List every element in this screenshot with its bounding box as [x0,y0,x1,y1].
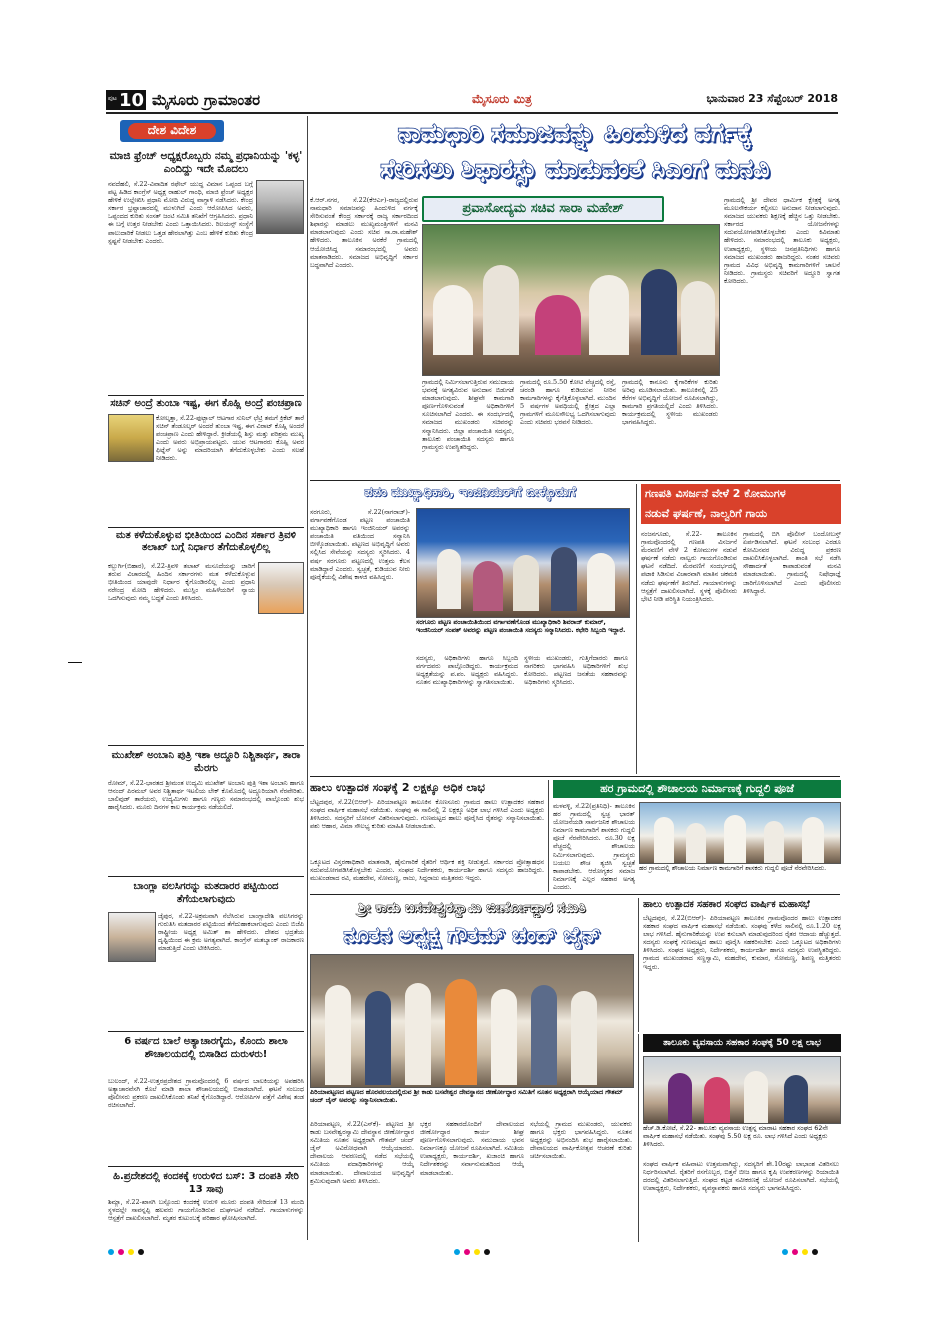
sidebar-story-4-body: ರೋಮ್, ಸೆ.22-ಭಾರತದ ಶ್ರೀಮಂತ ಉದ್ಯಮಿ ಮುಖೇಶ್ ಅಂಬಾನಿ ಪುತ್ರಿ ಇಶಾ ಅಂಬಾನಿ ಹಾಗೂ ಆನಂದ್ ಪಿರಮಲ್ ಅವರ ನಿಶ್ಚಿತಾರ್ಥ ಇಟಲಿಯ ಲೇಕ್ ಕೊಮೊದಲ್ಲಿ ಅದ್ದೂರಿಯಾಗಿ ನೆರವೇರಿತು. ಬಾಲಿವುಡ್ ತಾರೆಯರು, ಉದ್ಯಮಿಗಳು ಹಾಗೂ ಗಣ್ಯರು ಸಮಾರಂಭದಲ್ಲಿ ಪಾಲ್ಗೊಂಡು ಶುಭ ಹಾರೈಸಿದರು. ಮೂರು ದಿನಗಳ ಕಾಲ ಕಾರ್ಯಕ್ರಮ ನಡೆಯಲಿದೆ. [108,779,304,812]
sidebar-story-4 [106,749,304,875]
story-h-photo [643,1056,841,1124]
lead-subhead [422,196,664,222]
registration-dot [484,1249,490,1255]
section-title: ಮೈಸೂರು ಗ್ರಾಮಾಂತರ [152,91,261,109]
lead-story [310,116,840,478]
story-b-col-1: ಸರಗೂರು, ಸೆ.22(ನಾಗರಾಜ್)- ವರ್ಗಾವಣೆಗೊಂಡ ಪಟ್ಟಣ ಪಂಚಾಯಿತಿ ಮುಖ್ಯಾಧಿಕಾರಿ ಹಾಗೂ ಇಂಜಿನಿಯರ್ ಅವರನ್ನು ಪಂಚಾಯಿತಿ ವತಿಯಿಂದ ಸನ್ಮಾನಿಸಿ ಬೀಳ್ಕೊಡಲಾಯಿತು. ಪಟ್ಟಣದ ಅಭಿವೃದ್ಧಿಗೆ ಅವರು ಸಲ್ಲಿಸಿದ ಸೇವೆಯನ್ನು ಸದಸ್ಯರು ಸ್ಮರಿಸಿದರು. 4 ವರ್ಷ ಸರಗೂರು ಪಟ್ಟಣದಲ್ಲಿ ಉತ್ತಮ ಕೆಲಸ ಮಾಡಿದ್ದಾರೆ ಎಂದರು. ಸ್ವಚ್ಛತೆ, ಕುಡಿಯುವ ನೀರು ಪೂರೈಕೆಯಲ್ಲಿ ವಿಶೇಷ ಕಾಳಜಿ ವಹಿಸಿದ್ದರು. [310,508,410,581]
story-c-headline-2: ನಡುವೆ ಘರ್ಷಣೆ, ನಾಲ್ವರಿಗೆ ಗಾಯ [645,507,768,520]
story-h-caption: ಹೆಚ್.ಡಿ.ಕೋಟೆ, ಸೆ.22- ತಾಲೂಕು ವ್ಯವಸಾಯ ಉತ್ಪನ್ನ ಮಾರಾಟ ಸಹಕಾರ ಸಂಘದ 62ನೇ ವಾರ್ಷಿಕ ಮಹಾಸಭೆ ನಡೆಯಿತು. ಸಂಘವು 5.50 ಲಕ್ಷ ರೂ. ಲಾಭ ಗಳಿಸಿದೆ ಎಂದು ಅಧ್ಯಕ್ಷರು ತಿಳಿಸಿದರು. [643,1124,829,1148]
sidebar-story-4-headline: ಮುಖೇಶ್ ಅಂಬಾನಿ ಪುತ್ರಿ ಇಶಾ ಅದ್ದೂರಿ ನಿಶ್ಚಿತಾರ್ಥ, ತಾರಾ ಮೆರಗು [111,750,301,774]
story-g [638,898,841,1032]
lead-event-photo [422,224,720,376]
story-h-headline-bar [643,1034,841,1052]
sidebar-story-2 [106,398,304,526]
story-c-headline [641,484,841,524]
sidebar-story-3 [106,530,304,744]
sidebar-story-3-body: ಕಲ್ಬುರ್ಗಿ(ಬಿಹಾರ), ಸೆ.22-ತ್ರಿವಳಿ ತಲಾಖ್ ಮಸೂದೆಯನ್ನು ಜಾರಿಗೆ ತರುವ ವಿಚಾರದಲ್ಲಿ ಹಿಂದಿನ ಸರ್ಕಾರಗಳು ಮತ ಕಳೆದುಕೊಳ್ಳುವ ಭೀತಿಯಿಂದ ಯಾವುದೇ ನಿರ್ಧಾರ ಕೈಗೊಂಡಿರಲಿಲ್ಲ ಎಂದು ಪ್ರಧಾನಿ ನರೇಂದ್ರ ಮೋದಿ ಹೇಳಿದರು. ಮುಸ್ಲಿಂ ಮಹಿಳೆಯರಿಗೆ ನ್ಯಾಯ ಒದಗಿಸುವುದು ನಮ್ಮ ಬದ್ಧತೆ ಎಂದು ತಿಳಿಸಿದರು. [108,562,255,603]
registration-marks-center [454,1248,514,1256]
registration-dot [454,1249,460,1255]
story-e-headline: ಹರ ಗ್ರಾಮದಲ್ಲಿ ಶೌಚಾಲಯ ನಿರ್ಮಾಣಕ್ಕೆ ಗುದ್ದಲಿ ಪೂಜೆ [600,782,794,795]
story-h-headline: ತಾಲೂಕು ವ್ಯವಸಾಯ ಸಹಕಾರ ಸಂಘಕ್ಕೆ 50 ಲಕ್ಷ ಲಾಭ [663,1038,821,1048]
registration-dot [812,1249,818,1255]
lead-subhead-text: ಪ್ರವಾಸೋದ್ಯಮ ಸಚಿವ ಸಾರಾ ಮಹೇಶ್ [462,201,624,216]
sidebar-story-7-headline: ಹಿ.ಪ್ರದೇಶದಲ್ಲಿ ಕಂದಕಕ್ಕೆ ಉರುಳಿದ ಬಸ್: 3 ದಂಪತಿ ಸೇರಿ 13 ಸಾವು [113,1171,299,1195]
story-h-body: ಸಂಘದ ವಾರ್ಷಿಕ ವಹಿವಾಟು ಉತ್ತಮವಾಗಿದ್ದು, ಸದಸ್ಯರಿಗೆ ಶೇ.10ರಷ್ಟು ಲಾಭಾಂಶ ವಿತರಿಸಲು ನಿರ್ಧರಿಸಲಾಗಿದೆ. ರೈತರಿಗೆ ರಸಗೊಬ್ಬರ, ಬಿತ್ತನೆ ಬೀಜ ಹಾಗೂ ಕೃಷಿ ಉಪಕರಣಗಳನ್ನು ರಿಯಾಯಿತಿ ದರದಲ್ಲಿ ವಿತರಿಸಲಾಗುತ್ತಿದೆ. ಸಂಘದ ಕಟ್ಟಡ ನವೀಕರಣಕ್ಕೆ ಯೋಜನೆ ರೂಪಿಸಲಾಗಿದೆ. ಸಭೆಯಲ್ಲಿ ಉಪಾಧ್ಯಕ್ಷರು, ನಿರ್ದೇಶಕರು, ವ್ಯವಸ್ಥಾಪಕರು ಹಾಗೂ ಸದಸ್ಯರು ಭಾಗವಹಿಸಿದ್ದರು. [643,1160,839,1193]
story-d [310,780,544,892]
sidebar-story-2-headline: ಸಚಿನ್ ಅಂದ್ರೆ ತುಂಬಾ ಇಷ್ಟ, ಈಗ ಕೊಹ್ಲಿ ಅಂದ್ರೆ ಪಂಚಪ್ರಾಣ [110,398,302,409]
chhetri-portrait-photo [108,414,154,462]
story-f-caption: ಪಿರಿಯಾಪಟ್ಟಣದ ಪಟ್ಟಣದ ಹೊರವಲಯದಲ್ಲಿರುವ ಶ್ರೀ ಕಾಡು ಬಸವೇಶ್ವರ ದೇವಸ್ಥಾನದ ಜೀರ್ಣೋದ್ಧಾರ ಸಮಿತಿಗೆ ನೂತನ ಅಧ್ಯಕ್ಷರಾಗಿ ಆಯ್ಕೆಯಾದ ಗೌತಮ್ ಚಂದ್ ಜೈನ್ ಅವರನ್ನು ಸನ್ಮಾನಿಸಲಾಯಿತು. [310,1088,623,1104]
story-e-col-1: ಮಳವಳ್ಳಿ, ಸೆ.22(ಪ್ರತಿನಿಧಿ)- ತಾಲೂಕಿನ ಹರ ಗ್ರಾಮದಲ್ಲಿ ಸ್ವಚ್ಛ ಭಾರತ್ ಯೋಜನೆಯಡಿ ಸಾರ್ವಜನಿಕ ಶೌಚಾಲಯ ನಿರ್ಮಾಣ ಕಾಮಗಾರಿಗೆ ಶಾಸಕರು ಗುದ್ದಲಿ ಪೂಜೆ ನೆರವೇರಿಸಿದರು. ರೂ.30 ಲಕ್ಷ ವೆಚ್ಚದಲ್ಲಿ ಶೌಚಾಲಯ ನಿರ್ಮಿಸಲಾಗುವುದು. ಗ್ರಾಮಸ್ಥರು ಬಯಲು ಶೌಚ ತ್ಯಜಿಸಿ ಸ್ವಚ್ಛತೆ ಕಾಪಾಡಬೇಕು. ಆರೋಗ್ಯಕರ ಸಮಾಜ ನಿರ್ಮಾಣಕ್ಕೆ ಎಲ್ಲರ ಸಹಕಾರ ಅಗತ್ಯ ಎಂದರು. [553,802,635,891]
sidebar-story-7-body: ಶಿಮ್ಲಾ, ಸೆ.22-ಖಾಸಗಿ ಬಸ್ಸೊಂದು ಕಂದಕಕ್ಕೆ ಉರುಳಿ ಮೂರು ದಂಪತಿ ಸೇರಿದಂತೆ 13 ಮಂದಿ ಸ್ಥಳದಲ್ಲೇ ಸಾವನ್ನಪ್ಪಿ ಹಲವರು ಗಾಯಗೊಂಡಿರುವ ದುರ್ಘಟನೆ ನಡೆದಿದೆ. ಗಾಯಾಳುಗಳನ್ನು ಆಸ್ಪತ್ರೆಗೆ ದಾಖಲಿಸಲಾಗಿದೆ. ಮೃತರ ಕುಟುಂಬಕ್ಕೆ ಪರಿಹಾರ ಘೋಷಿಸಲಾಗಿದೆ. [108,1198,304,1223]
sidebar-story-5-body: ಜೈಪುರ, ಸೆ.22-ಅಕ್ರಮವಾಗಿ ನೆಲೆಸಿರುವ ಬಾಂಗ್ಲಾದೇಶಿ ವಲಸಿಗರನ್ನು ಗುರುತಿಸಿ ಮತದಾರರ ಪಟ್ಟಿಯಿಂದ ತೆಗೆದುಹಾಕಲಾಗುವುದು ಎಂದು ಬಿಜೆಪಿ ರಾಷ್ಟ್ರೀಯ ಅಧ್ಯಕ್ಷ ಅಮಿತ್ ಶಾ ಹೇಳಿದರು. ದೇಶದ ಭದ್ರತೆಯ ದೃಷ್ಟಿಯಿಂದ ಈ ಕ್ರಮ ಅಗತ್ಯವಾಗಿದೆ. ಕಾಂಗ್ರೆಸ್ ಮತಬ್ಯಾಂಕ್ ರಾಜಕಾರಣ ಮಾಡುತ್ತಿದೆ ಎಂದು ಟೀಕಿಸಿದರು. [158,912,304,953]
sidebar-story-6-headline: 6 ವರ್ಷದ ಬಾಲೆ ಅತ್ಯಾಚಾರಗೈದು, ಕೊಂದು ಶಾಲಾ ಶೌಚಾಲಯದಲ್ಲಿ ಬಿಸಾಡಿದ ದುರುಳರು! [124,1036,288,1060]
lead-col-2: ಗ್ರಾಮದಲ್ಲಿ ನಿರ್ಮಿಸಲಾಗುತ್ತಿರುವ ಸಮುದಾಯ ಭವನಕ್ಕೆ ಅಗತ್ಯವಿರುವ ಅನುದಾನ ಬಿಡುಗಡೆ ಮಾಡಲಾಗುವುದು. ಶೀಘ್ರವೇ ಕಾಮಗಾರಿ ಪೂರ್ಣಗೊಳಿಸುವಂತೆ ಅಧಿಕಾರಿಗಳಿಗೆ ಸೂಚಿಸಲಾಗಿದೆ ಎಂದರು. ಈ ಸಂದರ್ಭದಲ್ಲಿ ಸಮಾಜದ ಮುಖಂಡರು ಸಚಿವರನ್ನು ಸನ್ಮಾನಿಸಿದರು. ಜಿಲ್ಲಾ ಪಂಚಾಯಿತಿ ಸದಸ್ಯರು, ತಾಲೂಕು ಪಂಚಾಯಿತಿ ಸದಸ್ಯರು ಹಾಗೂ ಗ್ರಾಮಸ್ಥರು ಉಪಸ್ಥಿತರಿದ್ದರು. [422,378,514,451]
story-f-headline-2: ನೂತನ ಅಧ್ಯಕ್ಷ ಗೌತಮ್ ಚಂದ್ ಜೈನ್ [343,923,601,947]
margin-tick [68,662,82,663]
sidebar-story-1-headline: ಮಾಜಿ ಫ್ರೆಂಚ್ ಅಧ್ಯಕ್ಷರೊಬ್ಬರು ನಮ್ಮ ಪ್ರಧಾನಿಯನ್ನು 'ಕಳ್ಳ' ಎಂದಿದ್ದು ಇದೇ ಮೊದಲು [109,150,303,175]
lead-col-4: ಗ್ರಾಮದಲ್ಲಿ ಕಾನೂನು ಕೈಗಾರಿಕೆಗಳ ಕುರಿತು ಅರಿವು ಮೂಡಿಸಲಾಯಿತು. ತಾಲೂಕಿನಲ್ಲಿ 25 ಕೆರೆಗಳ ಅಭಿವೃದ್ಧಿಗೆ ಯೋಜನೆ ರೂಪಿಸಲಾಗಿದ್ದು, ಕಾಮಗಾರಿ ಪ್ರಗತಿಯಲ್ಲಿದೆ ಎಂದು ತಿಳಿಸಿದರು. ಕಾರ್ಯಕ್ರಮದಲ್ಲಿ ಸ್ಥಳೀಯ ಮುಖಂಡರು ಭಾಗವಹಿಸಿದ್ದರು. [622,378,718,427]
story-e-photo [639,802,841,864]
story-b-photo [416,508,630,618]
story-b-photo-caption: ಸರಗೂರು ಪಟ್ಟಣ ಪಂಚಾಯಿತಿಯಿಂದ ವರ್ಗಾವಣೆಗೊಂಡ ಮುಖ್ಯಾಧಿಕಾರಿ ಶಿವರಾಜ್ ಕುಮಾರ್, ಇಂಜಿನಿಯರ್ ಸಂಪತ್ ಅವರನ್ನು ಪಟ್ಟಣ ಪಂಚಾಯಿತಿ ಸದಸ್ಯರು ಸನ್ಮಾನಿಸಿದರು. ಕಛೇರಿ ಸಿಬ್ಬಂದಿ ಇದ್ದಾರೆ. [416,618,626,634]
registration-marks-left [108,1248,168,1256]
lead-right-col: ಗ್ರಾಮದಲ್ಲಿ ಶ್ರೀ ದೇವರ ಧಾರ್ಮಿಕ ಕ್ಷೇತ್ರಕ್ಕೆ ಅಗತ್ಯ ಮೂಲಸೌಕರ್ಯ ಕಲ್ಪಿಸಲು ಅನುದಾನ ನೀಡಲಾಗುವುದು. ಸಮಾಜದ ಯುವಕರು ಶಿಕ್ಷಣಕ್ಕೆ ಹೆಚ್ಚಿನ ಒತ್ತು ನೀಡಬೇಕು. ಸರ್ಕಾರದ ಯೋಜನೆಗಳನ್ನು ಸದುಪಯೋಗಪಡಿಸಿಕೊಳ್ಳಬೇಕು ಎಂದು ಕಿವಿಮಾತು ಹೇಳಿದರು. ಸಮಾರಂಭದಲ್ಲಿ ತಾಲೂಕು ಅಧ್ಯಕ್ಷರು, ಉಪಾಧ್ಯಕ್ಷರು, ಸ್ಥಳೀಯ ಜನಪ್ರತಿನಿಧಿಗಳು ಹಾಗೂ ಸಮಾಜದ ಮುಖಂಡರು ಹಾಜರಿದ್ದರು. ನಂತರ ಸಚಿವರು ಗ್ರಾಮದ ವಿವಿಧ ಅಭಿವೃದ್ಧಿ ಕಾಮಗಾರಿಗಳಿಗೆ ಚಾಲನೆ ನೀಡಿದರು. ಗ್ರಾಮಸ್ಥರು ಸಚಿವರಿಗೆ ಅದ್ದೂರಿ ಸ್ವಾಗತ ಕೋರಿದರು. [724,196,840,285]
sidebar-story-6-body: ಬುಲಂದ್, ಸೆ.22-ಉತ್ತರಪ್ರದೇಶದ ಗ್ರಾಮವೊಂದರಲ್ಲಿ 6 ವರ್ಷದ ಬಾಲಕಿಯನ್ನು ಅಪಹರಿಸಿ ಅತ್ಯಾಚಾರವೆಸಗಿ ಕೊಲೆ ಮಾಡಿ ಶಾಲಾ ಶೌಚಾಲಯದಲ್ಲಿ ಬಿಸಾಡಲಾಗಿದೆ. ಘಟನೆ ಸಂಬಂಧ ಪೊಲೀಸರು ಪ್ರಕರಣ ದಾಖಲಿಸಿಕೊಂಡು ತನಿಖೆ ಕೈಗೊಂಡಿದ್ದಾರೆ. ಆರೋಪಿಗಳ ಪತ್ತೆಗೆ ವಿಶೇಷ ತಂಡ ರಚಿಸಲಾಗಿದೆ. [108,1077,304,1110]
registration-dot [464,1249,470,1255]
story-b-col-2: ಸದಸ್ಯರು, ಅಧಿಕಾರಿಗಳು ಹಾಗೂ ಸಿಬ್ಬಂದಿ ವರ್ಗದವರು ಪಾಲ್ಗೊಂಡಿದ್ದರು. ಕಾರ್ಯಕ್ರಮದ ಅಧ್ಯಕ್ಷತೆಯನ್ನು ಪ.ಪಂ. ಅಧ್ಯಕ್ಷರು ವಹಿಸಿದ್ದರು. ನೂತನ ಮುಖ್ಯಾಧಿಕಾರಿಗಳನ್ನು ಸ್ವಾಗತಿಸಲಾಯಿತು. [416,654,518,687]
story-e [548,780,841,892]
story-b-col-3: ಸ್ಥಳೀಯ ಮುಖಂಡರು, ಗುತ್ತಿಗೆದಾರರು ಹಾಗೂ ನಾಗರಿಕರು ಭಾಗವಹಿಸಿ ಅಧಿಕಾರಿಗಳಿಗೆ ಶುಭ ಕೋರಿದರು. ಪಟ್ಟಣದ ಜನತೆಯ ಸಹಕಾರವನ್ನು ಅಧಿಕಾರಿಗಳು ಸ್ಮರಿಸಿದರು. [524,654,628,687]
sidebar-story-7 [106,1170,304,1240]
story-e-caption: ಹರ ಗ್ರಾಮದಲ್ಲಿ ಶೌಚಾಲಯ ನಿರ್ಮಾಣ ಕಾಮಗಾರಿಗೆ ಶಾಸಕರು ಗುದ್ದಲಿ ಪೂಜೆ ನೆರವೇರಿಸಿದರು. [639,864,827,872]
registration-dot [802,1249,808,1255]
story-f-headline-1: ಶ್ರೀ ಕಾಡು ಬಸವೇಶ್ವರಸ್ವಾಮಿ ಜೀರ್ಣೋದ್ಧಾರ ಸಮಿತಿ [358,900,586,916]
story-g-headline: ಹಾಲು ಉತ್ಪಾದಕ ಸಹಕಾರ ಸಂಘದ ವಾರ್ಷಿಕ ಮಹಾಸಭೆ [643,899,810,910]
sidebar-story-6 [106,1035,304,1165]
sidebar-banner [120,120,224,142]
sidebar-story-5-headline: ಬಾಂಗ್ಲಾ ವಲಸಿಗರನ್ನು ಮತದಾರರ ಪಟ್ಟಿಯಿಂದ ತೆಗೆಯಲಾಗುವುದು [133,881,279,905]
story-c-headline-1: ಗಣಪತಿ ವಿಸರ್ಜನೆ ವೇಳೆ 2 ಕೋಮುಗಳ [645,487,786,500]
story-b [310,484,630,774]
story-f-col-2: ಭಕ್ತರ ಸಹಕಾರದೊಂದಿಗೆ ದೇವಾಲಯದ ಜೀರ್ಣೋದ್ಧಾರ ಕಾರ್ಯ ಶೀಘ್ರ ಪೂರ್ಣಗೊಳಿಸಲಾಗುವುದು. ಸಮುದಾಯ ಭವನ ನಿರ್ಮಾಣಕ್ಕೂ ಯೋಜನೆ ರೂಪಿಸಲಾಗಿದೆ. ಸಮಿತಿಯ ಉಪಾಧ್ಯಕ್ಷರು, ಕಾರ್ಯದರ್ಶಿ, ಖಜಾಂಚಿ ಹಾಗೂ ನಿರ್ದೇಶಕರನ್ನು ಸರ್ವಾನುಮತದಿಂದ ಆಯ್ಕೆ ಮಾಡಲಾಯಿತು. [420,1120,524,1177]
story-f-photo [310,954,634,1088]
story-f-col-3: ಸಭೆಯಲ್ಲಿ ಗ್ರಾಮದ ಮುಖಂಡರು, ಯುವಕರು ಹಾಗೂ ಭಕ್ತರು ಭಾಗವಹಿಸಿದ್ದರು. ನೂತನ ಅಧ್ಯಕ್ಷರನ್ನು ಅಭಿನಂದಿಸಿ ಶುಭ ಹಾರೈಸಲಾಯಿತು. ದೇವಾಲಯದ ವಾರ್ಷಿಕೋತ್ಸವ ಆಚರಣೆ ಕುರಿತು ಚರ್ಚಿಸಲಾಯಿತು. [530,1120,632,1161]
masthead-rule [106,112,838,114]
lead-col-3: ಗ್ರಾಮದಲ್ಲಿ ರೂ.5.50 ಕೋಟಿ ವೆಚ್ಚದಲ್ಲಿ ರಸ್ತೆ, ಚರಂಡಿ ಹಾಗೂ ಕುಡಿಯುವ ನೀರಿನ ಕಾಮಗಾರಿಗಳನ್ನು ಕೈಗೆತ್ತಿಕೊಳ್ಳಲಾಗಿದೆ. ಮುಂದಿನ 5 ವರ್ಷಗಳ ಅವಧಿಯಲ್ಲಿ ಕ್ಷೇತ್ರದ ಎಲ್ಲಾ ಗ್ರಾಮಗಳಿಗೆ ಮೂಲಸೌಲಭ್ಯ ಒದಗಿಸಲಾಗುವುದು ಎಂದು ಸಚಿವರು ಭರವಸೆ ನೀಡಿದರು. [520,378,616,427]
page-label: ಪುಟ [108,95,117,102]
lead-col-1: ಕೆ.ಆರ್.ನಗರ, ಸೆ.22(ಕೆಆರ್ಎ)-ರಾಜ್ಯದಲ್ಲಿರುವ ನಾಮಧಾರಿ ಸಮಾಜವನ್ನು ಹಿಂದುಳಿದ ವರ್ಗಕ್ಕೆ ಸೇರಿಸುವಂತೆ ಕೇಂದ್ರ ಸರ್ಕಾರಕ್ಕೆ ರಾಜ್ಯ ಸರ್ಕಾರದಿಂದ ಶಿಫಾರಸ್ಸು ಮಾಡಲು ಮುಖ್ಯಮಂತ್ರಿಗಳಿಗೆ ಮನವಿ ಮಾಡಲಾಗುವುದು ಎಂದು ಸಚಿವ ಸಾ.ರಾ.ಮಹೇಶ್ ಹೇಳಿದರು. ತಾಲೂಕಿನ ಅರಕೆರೆ ಗ್ರಾಮದಲ್ಲಿ ಆಯೋಜಿಸಿದ್ದ ಸಮಾರಂಭದಲ್ಲಿ ಅವರು ಮಾತನಾಡಿದರು. ಸಮಾಜದ ಅಭಿವೃದ್ಧಿಗೆ ಸರ್ಕಾರ ಬದ್ಧವಾಗಿದೆ ಎಂದರು. [310,196,418,269]
sidebar-story-1 [106,150,304,394]
sidebar-story-3-headline: ಮತ ಕಳೆದುಕೊಳ್ಳುವ ಭೀತಿಯಿಂದ ಎಂದಿನ ಸರ್ಕಾರ ತ್ರಿವಳಿ ತಲಾಖ್ ಬಗ್ಗೆ ನಿರ್ಧಾರ ತೆಗೆದುಕೊಳ್ಳಲಿಲ್ಲ [116,530,296,553]
story-b-headline: ಪಪಂ ಮುಖ್ಯಾಧಿಕಾರಿ, ಇಂಜಿನಿಯರ್‌ಗೆ ಬೀಳ್ಕೊಡುಗೆ [364,485,576,500]
story-g-body: ಬೆಟ್ಟದಪುರ, ಸೆ.22(ಬಿಆರ್)- ಪಿರಿಯಾಪಟ್ಟಣ ತಾಲೂಕಿನ ಗ್ರಾಮವೊಂದರ ಹಾಲು ಉತ್ಪಾದಕರ ಸಹಕಾರ ಸಂಘದ ವಾರ್ಷಿಕ ಮಹಾಸಭೆ ನಡೆಯಿತು. ಸಂಘವು ಕಳೆದ ಸಾಲಿನಲ್ಲಿ ರೂ.1.20 ಲಕ್ಷ ಲಾಭ ಗಳಿಸಿದೆ. ಹೈನುಗಾರಿಕೆಯನ್ನು ಉಪ ಕಸುಬಾಗಿ ಮಾಡುವುದರಿಂದ ರೈತರ ಆದಾಯ ಹೆಚ್ಚುತ್ತದೆ. ಸದಸ್ಯರು ಸಂಘಕ್ಕೆ ಗುಣಮಟ್ಟದ ಹಾಲು ಪೂರೈಸಿ ಸಹಕರಿಸಬೇಕು ಎಂದು ಒಕ್ಕೂಟದ ಅಧಿಕಾರಿಗಳು ತಿಳಿಸಿದರು. ಸಂಘದ ಅಧ್ಯಕ್ಷರು, ನಿರ್ದೇಶಕರು, ಕಾರ್ಯದರ್ಶಿ ಹಾಗೂ ಸದಸ್ಯರು ಉಪಸ್ಥಿತರಿದ್ದರು. ಗ್ರಾಮದ ಮುಖಂಡರಾದ ಸಣ್ಣಸ್ವಾಮಿ, ಮಹದೇವ, ಕುಮಾರ, ಸೋಮಣ್ಣ, ಶಿವಣ್ಣ ಮತ್ತಿತರರು ಇದ್ದರು. [643,914,841,971]
registration-dot [792,1249,798,1255]
page-number-box [106,90,146,110]
rahul-portrait-photo [256,180,304,234]
story-h [638,1034,841,1242]
registration-dot [474,1249,480,1255]
story-f [310,898,634,1242]
story-c [636,484,841,774]
registration-marks-right [782,1248,842,1256]
page-number: 10 [119,90,145,111]
paper-name: ಮೈಸೂರು ಮಿತ್ರ [472,92,532,106]
story-c-col-2: ಗ್ರಾಮದಲ್ಲಿ ಬಿಗಿ ಪೊಲೀಸ್ ಬಂದೋಬಸ್ತ್ ಏರ್ಪಡಿಸಲಾಗಿದೆ. ಘಟನೆ ಸಂಬಂಧ ಎರಡೂ ಕೋಮಿನವರ ವಿರುದ್ಧ ಪ್ರಕರಣ ದಾಖಲಿಸಿಕೊಳ್ಳಲಾಗಿದೆ. ಶಾಂತಿ ಸಭೆ ನಡೆಸಿ ಸೌಹಾರ್ದತೆ ಕಾಪಾಡುವಂತೆ ಮನವಿ ಮಾಡಲಾಯಿತು. ಗ್ರಾಮದಲ್ಲಿ ನಿಷೇಧಾಜ್ಞೆ ಜಾರಿಗೊಳಿಸಲಾಗಿದೆ ಎಂದು ಪೊಲೀಸರು ತಿಳಿಸಿದ್ದಾರೆ. [743,530,841,595]
modi-portrait-photo [258,562,304,614]
sidebar-column [106,116,308,1240]
registration-dot [128,1249,134,1255]
sidebar-story-1-body: ನವದೆಹಲಿ, ಸೆ.22-ವಿವಾದಿತ ರಫೇಲ್ ಯುದ್ಧ ವಿಮಾನ ಒಪ್ಪಂದ ಬಗ್ಗೆ ಪಟ್ಟ ಹಿಡಿದ ಕಾಂಗ್ರೆಸ್ ಅಧ್ಯಕ್ಷ ರಾಹುಲ್ ಗಾಂಧಿ, ಮಾಜಿ ಫ್ರೆಂಚ್ ಅಧ್ಯಕ್ಷರ ಹೇಳಿಕೆ ಉಲ್ಲೇಖಿಸಿ ಪ್ರಧಾನಿ ಮೋದಿ ವಿರುದ್ಧ ವಾಗ್ದಾಳಿ ನಡೆಸಿದರು. ಕೇಂದ್ರ ಸರ್ಕಾರ ಭ್ರಷ್ಟಾಚಾರದಲ್ಲಿ ಮುಳುಗಿದೆ ಎಂದು ಆರೋಪಿಸಿದ ಅವರು, ಒಪ್ಪಂದದ ಕುರಿತು ಸಂಸತ್ ಜಂಟಿ ಸಮಿತಿ ತನಿಖೆಗೆ ಆಗ್ರಹಿಸಿದರು. ಪ್ರಧಾನಿ ಈ ಬಗ್ಗೆ ಉತ್ತರ ನೀಡಬೇಕು ಎಂದು ಒತ್ತಾಯಿಸಿದರು. ರಿಲಯನ್ಸ್ ಸಂಸ್ಥೆಗೆ ಪಾಲುದಾರಿಕೆ ನೀಡಲು ಒತ್ತಡ ಹೇರಲಾಗಿತ್ತು ಎಂಬ ಹೇಳಿಕೆ ಕುರಿತು ಕೇಂದ್ರ ಸ್ಪಷ್ಟನೆ ನೀಡಬೇಕು ಎಂದರು. [108,180,253,245]
registration-dot [118,1249,124,1255]
sidebar-story-5 [106,880,304,1030]
story-d-col-2: ಒಕ್ಕೂಟದ ವಿಸ್ತರಣಾಧಿಕಾರಿ ಮಾತನಾಡಿ, ಹೈನುಗಾರಿಕೆ ರೈತರಿಗೆ ಆರ್ಥಿಕ ಶಕ್ತಿ ನೀಡುತ್ತದೆ. ಸರ್ಕಾರದ ಪ್ರೋತ್ಸಾಹಧನ ಸದುಪಯೋಗಪಡಿಸಿಕೊಳ್ಳಬೇಕು ಎಂದರು. ಸಂಘದ ನಿರ್ದೇಶಕರು, ಕಾರ್ಯದರ್ಶಿ ಹಾಗೂ ಸದಸ್ಯರು ಹಾಜರಿದ್ದರು. ಮುಖಂಡರಾದ ರವಿ, ಮಹದೇವ, ಸೋಮಣ್ಣ, ರಾಜು, ಸಿದ್ದರಾಜು ಮತ್ತಿತರರು ಇದ್ದರು. [310,858,544,883]
lead-headline-line1: ನಾಮಧಾರಿ ಸಮಾಜವನ್ನು ಹಿಂದುಳಿದ ವರ್ಗಕ್ಕೆ [397,118,752,147]
registration-dot [108,1249,114,1255]
story-c-col-1: ನಂಜನಗೂಡು, ಸೆ.22- ತಾಲೂಕಿನ ಗ್ರಾಮವೊಂದರಲ್ಲಿ ಗಣಪತಿ ವಿಸರ್ಜನೆ ಮೆರವಣಿಗೆ ವೇಳೆ 2 ಕೋಮುಗಳ ನಡುವೆ ಘರ್ಷಣೆ ನಡೆದು ನಾಲ್ವರು ಗಾಯಗೊಂಡಿರುವ ಘಟನೆ ನಡೆದಿದೆ. ಮೆರವಣಿಗೆ ಸಂದರ್ಭದಲ್ಲಿ ಪಟಾಕಿ ಸಿಡಿಸುವ ವಿಚಾರವಾಗಿ ಮಾತಿನ ಚಕಮಕಿ ನಡೆದು ಘರ್ಷಣೆಗೆ ತಿರುಗಿದೆ. ಗಾಯಾಳುಗಳನ್ನು ಆಸ್ಪತ್ರೆಗೆ ದಾಖಲಿಸಲಾಗಿದೆ. ಸ್ಥಳಕ್ಕೆ ಪೊಲೀಸರು ಭೇಟಿ ನೀಡಿ ಪರಿಸ್ಥಿತಿ ನಿಯಂತ್ರಿಸಿದರು. [641,530,737,603]
sidebar-story-2-body: ಕೋಲ್ಕತ್ತಾ, ಸೆ.22-ಫುಟ್ಬಾಲ್ ಆಟಗಾರ ಸುನಿಲ್ ಛೆಟ್ರಿ ತಮಗೆ ಕ್ರಿಕೆಟ್ ತಾರೆ ಸಚಿನ್ ತೆಂಡೂಲ್ಕರ್ ಅಂದರೆ ತುಂಬಾ ಇಷ್ಟ, ಈಗ ವಿರಾಟ್ ಕೊಹ್ಲಿ ಅಂದರೆ ಪಂಚಪ್ರಾಣ ಎಂದು ಹೇಳಿದ್ದಾರೆ. ಕ್ರೀಡೆಯಲ್ಲಿ ಶಿಸ್ತು ಮತ್ತು ಪರಿಶ್ರಮ ಮುಖ್ಯ ಎಂದು ಅವರು ಅಭಿಪ್ರಾಯಪಟ್ಟರು. ಯುವ ಆಟಗಾರರು ಕೊಹ್ಲಿ ಅವರ ಫಿಟ್ನೆಸ್ ಅನ್ನು ಮಾದರಿಯಾಗಿ ತೆಗೆದುಕೊಳ್ಳಬೇಕು ಎಂದು ಸಲಹೆ ನೀಡಿದರು. [156,414,304,463]
registration-dot [138,1249,144,1255]
masthead [106,90,838,112]
sidebar-banner-text: ದೇಶ ವಿದೇಶ [147,123,197,137]
story-e-headline-bar [553,780,841,798]
issue-date: ಭಾನುವಾರ 23 ಸೆಪ್ಟೆಂಬರ್ 2018 [706,92,838,105]
story-d-col-1: ಬೆಟ್ಟದಪುರ, ಸೆ.22(ಬಿಆರ್)- ಪಿರಿಯಾಪಟ್ಟಣ ತಾಲೂಕಿನ ಕೊಣಸೂರು ಗ್ರಾಮದ ಹಾಲು ಉತ್ಪಾದಕರ ಸಹಕಾರ ಸಂಘದ ವಾರ್ಷಿಕ ಮಹಾಸಭೆ ನಡೆಯಿತು. ಸಂಘವು ಈ ಸಾಲಿನಲ್ಲಿ 2 ಲಕ್ಷಕ್ಕೂ ಅಧಿಕ ಲಾಭ ಗಳಿಸಿದೆ ಎಂದು ಅಧ್ಯಕ್ಷರು ತಿಳಿಸಿದರು. ಸದಸ್ಯರಿಗೆ ಬೋನಸ್ ವಿತರಿಸಲಾಗುವುದು. ಗುಣಮಟ್ಟದ ಹಾಲು ಪೂರೈಸಿದ ರೈತರನ್ನು ಸನ್ಮಾನಿಸಲಾಯಿತು. ಪಶು ಆಹಾರ, ವಿಮಾ ಸೌಲಭ್ಯ ಕುರಿತು ಮಾಹಿತಿ ನೀಡಲಾಯಿತು. [310,798,544,831]
lead-headline-line2: ಸೇರಿಸಲು ಶಿಫಾರಸ್ಸು ಮಾಡುವಂತೆ ಸಿಎಂಗೆ ಮನವಿ [380,154,770,183]
amit-shah-portrait-photo [108,912,156,962]
story-f-col-1: ಪಿರಿಯಾಪಟ್ಟಣ, ಸೆ.22(ಎಸ್‌ಕೆ)- ಪಟ್ಟಣದ ಶ್ರೀ ಕಾಡು ಬಸವೇಶ್ವರಸ್ವಾಮಿ ದೇವಸ್ಥಾನ ಜೀರ್ಣೋದ್ಧಾರ ಸಮಿತಿಯ ನೂತನ ಅಧ್ಯಕ್ಷರಾಗಿ ಗೌತಮ್ ಚಂದ್ ಜೈನ್ ಅವಿರೋಧವಾಗಿ ಆಯ್ಕೆಯಾದರು. ದೇವಾಲಯ ಆವರಣದಲ್ಲಿ ನಡೆದ ಸಭೆಯಲ್ಲಿ ಸಮಿತಿಯ ಪದಾಧಿಕಾರಿಗಳನ್ನು ಆಯ್ಕೆ ಮಾಡಲಾಯಿತು. ದೇವಾಲಯದ ಅಭಿವೃದ್ಧಿಗೆ ಶ್ರಮಿಸುವುದಾಗಿ ಅವರು ತಿಳಿಸಿದರು. [310,1120,414,1185]
story-d-headline: ಹಾಲು ಉತ್ಪಾದಕ ಸಂಘಕ್ಕೆ 2 ಲಕ್ಷಕ್ಕೂ ಅಧಿಕ ಲಾಭ [310,781,485,794]
registration-dot [782,1249,788,1255]
